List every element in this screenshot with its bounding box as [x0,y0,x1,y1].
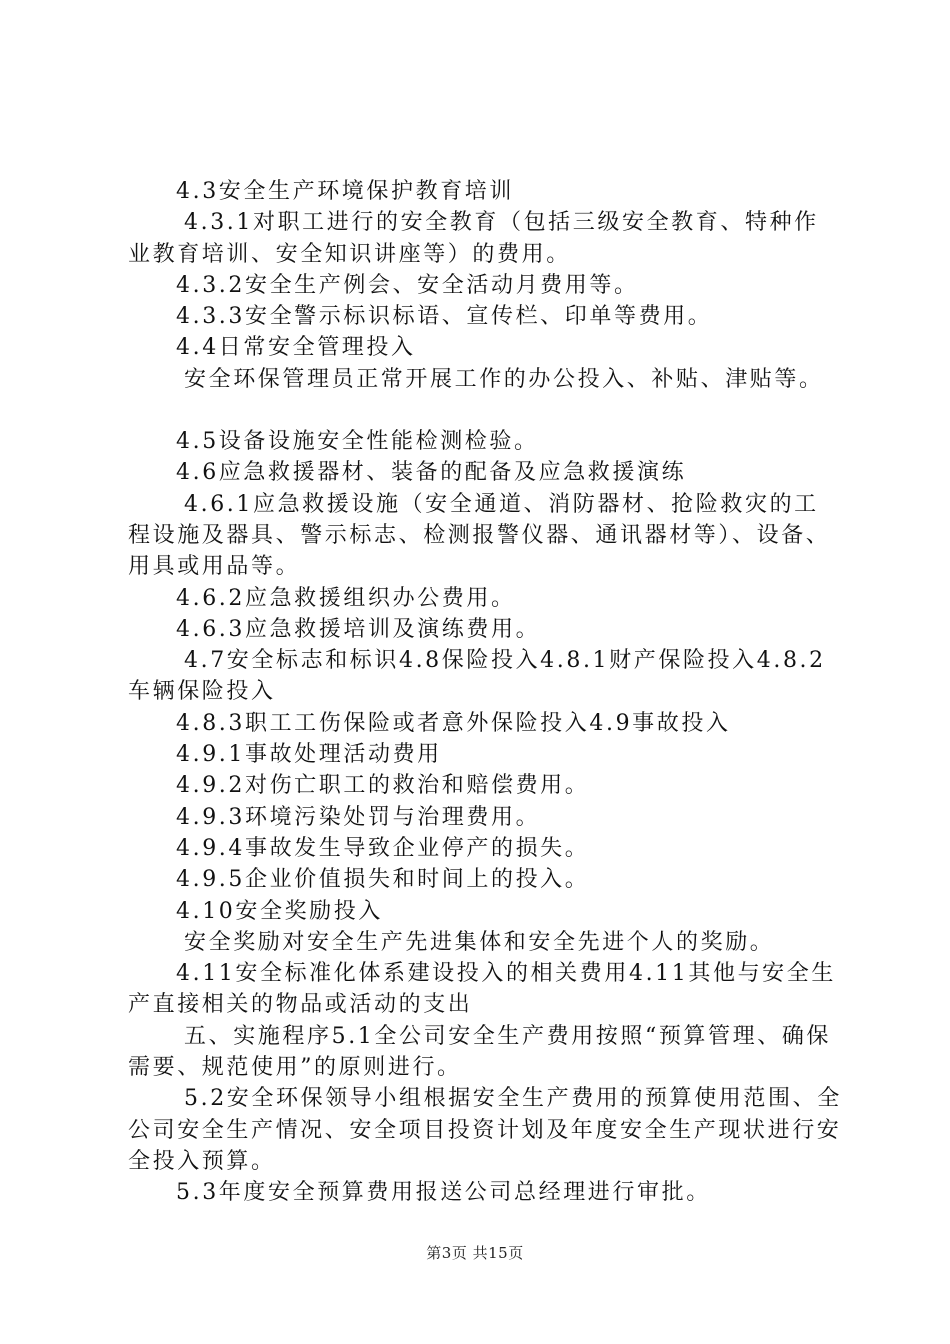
paragraph-4-6-1: 4.6.1应急救援设施（安全通道、消防器材、抢险救灾的工程设施及器具、警示标志、检测报警仪器、通讯器材等）、设备、用具或用品等。 [128,491,831,580]
section-heading-4-10: 4.10安全奖励投入 [176,898,383,924]
section-heading-4-3: 4.3安全生产环境保护教育培训 [176,179,514,204]
paragraph-4-3-1: 4.3.1对职工进行的安全教育（包括三级安全教育、特种作业教育培训、安全知识讲座等）的费用。 [128,210,819,267]
paragraph-5-1: 五、实施程序5.1全公司安全生产费用按照“预算管理、确保需要、规范使用”的原则进行。 [128,1023,832,1081]
paragraph-4-10-body: 安全奖励对安全生产先进集体和安全先进个人的奖励。 [184,929,775,955]
page-footer: 第3页 共15页 [426,1244,524,1262]
document-body [128,176,843,1209]
paragraph-4-9-3: 4.9.3环境污染处罚与治理费用。 [176,804,541,830]
blank-line [128,395,843,426]
paragraph-4-7-4-8: 4.7安全标志和标识4.8保险投入4.8.1财产保险投入4.8.2车辆保险投入 [128,648,826,705]
paragraph-5-2: 5.2安全环保领导小组根据安全生产费用的预算使用范围、全公司安全生产情况、安全项目投资计划及年度安全生产现状进行安全投入预算。 [128,1086,842,1174]
section-heading-4-4: 4.4日常安全管理投入 [176,335,416,361]
paragraph-4-11: 4.11安全标准化体系建设投入的相关费用4.11其他与安全生产直接相关的物品或活动的支出 [128,961,836,1018]
paragraph-4-3-2: 4.3.2安全生产例会、安全活动月费用等。 [176,272,639,298]
paragraph-4-9-5: 4.9.5企业价值损失和时间上的投入。 [176,867,590,893]
paragraph-4-3-3: 4.3.3安全警示标识标语、宣传栏、印单等费用。 [176,304,713,330]
paragraph-4-6-2: 4.6.2应急救援组织办公费用。 [176,585,516,611]
paragraph-4-9-4: 4.9.4事故发生导致企业停产的损失。 [176,835,590,861]
paragraph-4-9-1: 4.9.1事故处理活动费用 [176,742,442,768]
paragraph-4-9-2: 4.9.2对伤亡职工的救治和赔偿费用。 [176,773,590,799]
paragraph-4-4-body: 安全环保管理员正常开展工作的办公投入、补贴、津贴等。 [184,366,824,392]
paragraph-4-6-3: 4.6.3应急救援培训及演练费用。 [176,616,541,642]
paragraph-5-3: 5.3年度安全预算费用报送公司总经理进行审批。 [176,1180,711,1206]
paragraph-4-8-3: 4.8.3职工工伤保险或者意外保险投入4.9事故投入 [176,710,731,736]
section-heading-4-5: 4.5设备设施安全性能检测检验。 [176,429,539,455]
section-heading-4-6: 4.6应急救援器材、装备的配备及应急救援演练 [176,460,687,486]
